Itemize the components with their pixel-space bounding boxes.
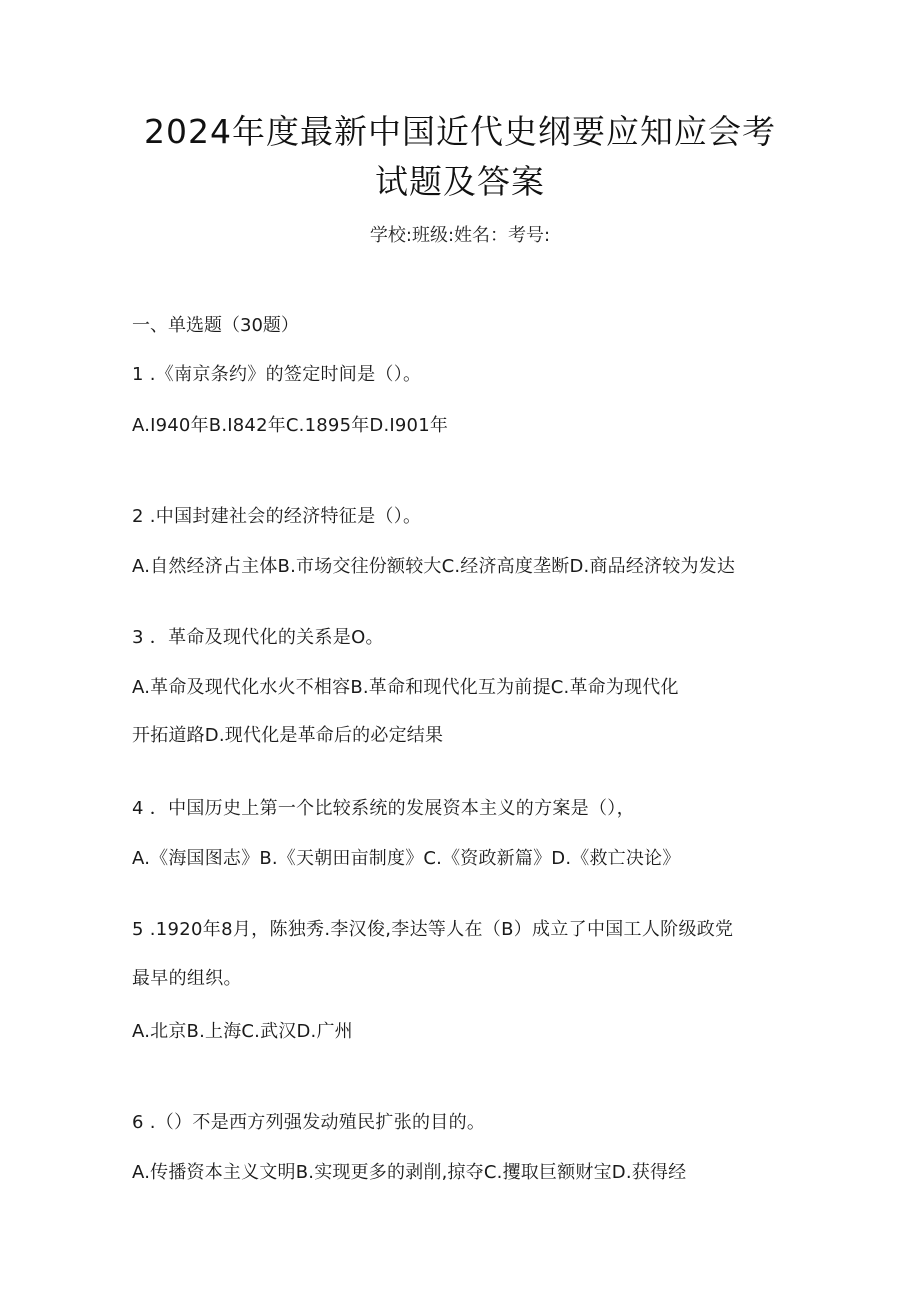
question-2: 2 .中国封建社会的经济特征是（）。 xyxy=(132,506,422,527)
question-3-options-line-1: A.革命及现代化水火不相容B.革命和现代化互为前提C.革命为现代化 xyxy=(132,677,679,698)
document-title-line-1: 2024年度最新中国近代史纲要应知应会考 xyxy=(144,112,776,151)
question-4: 4 ．中国历史上第一个比较系统的发展资本主义的方案是（）， xyxy=(132,798,635,819)
document-title-line-2: 试题及答案 xyxy=(375,162,545,201)
question-3-options-line-2: 开拓道路D.现代化是革命后的必定结果 xyxy=(132,725,444,746)
question-2-options: A.自然经济占主体B.市场交往份额较大C.经济高度垄断D.商品经济较为发达 xyxy=(132,556,736,577)
question-5-line-2: 最早的组织。 xyxy=(132,968,242,989)
question-5-options: A.北京B.上海C.武汉D.广州 xyxy=(132,1021,353,1042)
student-info-line: 学校:班级:姓名：考号: xyxy=(369,225,551,246)
section-heading: 一、单选题（30题） xyxy=(132,315,299,336)
question-1-options: A.I940年B.I842年C.1895年D.I901年 xyxy=(132,415,449,436)
question-6: 6 .（）不是西方列强发动殖民扩张的目的。 xyxy=(132,1112,486,1133)
question-4-options: A.《海国图志》B.《天朝田亩制度》C.《资政新篇》D.《救亡决论》 xyxy=(132,848,681,869)
question-1: 1 .《南京条约》的签定时间是（）。 xyxy=(132,364,422,385)
question-3: 3 ．革命及现代化的关系是O。 xyxy=(132,627,384,648)
question-5-line-1: 5 .1920年8月，陈独秀.李汉俊,李达等人在（B）成立了中国工人阶级政党 xyxy=(132,919,734,940)
question-6-options: A.传播资本主义文明B.实现更多的剥削,掠夺C.攫取巨额财宝D.获得经 xyxy=(132,1162,687,1183)
